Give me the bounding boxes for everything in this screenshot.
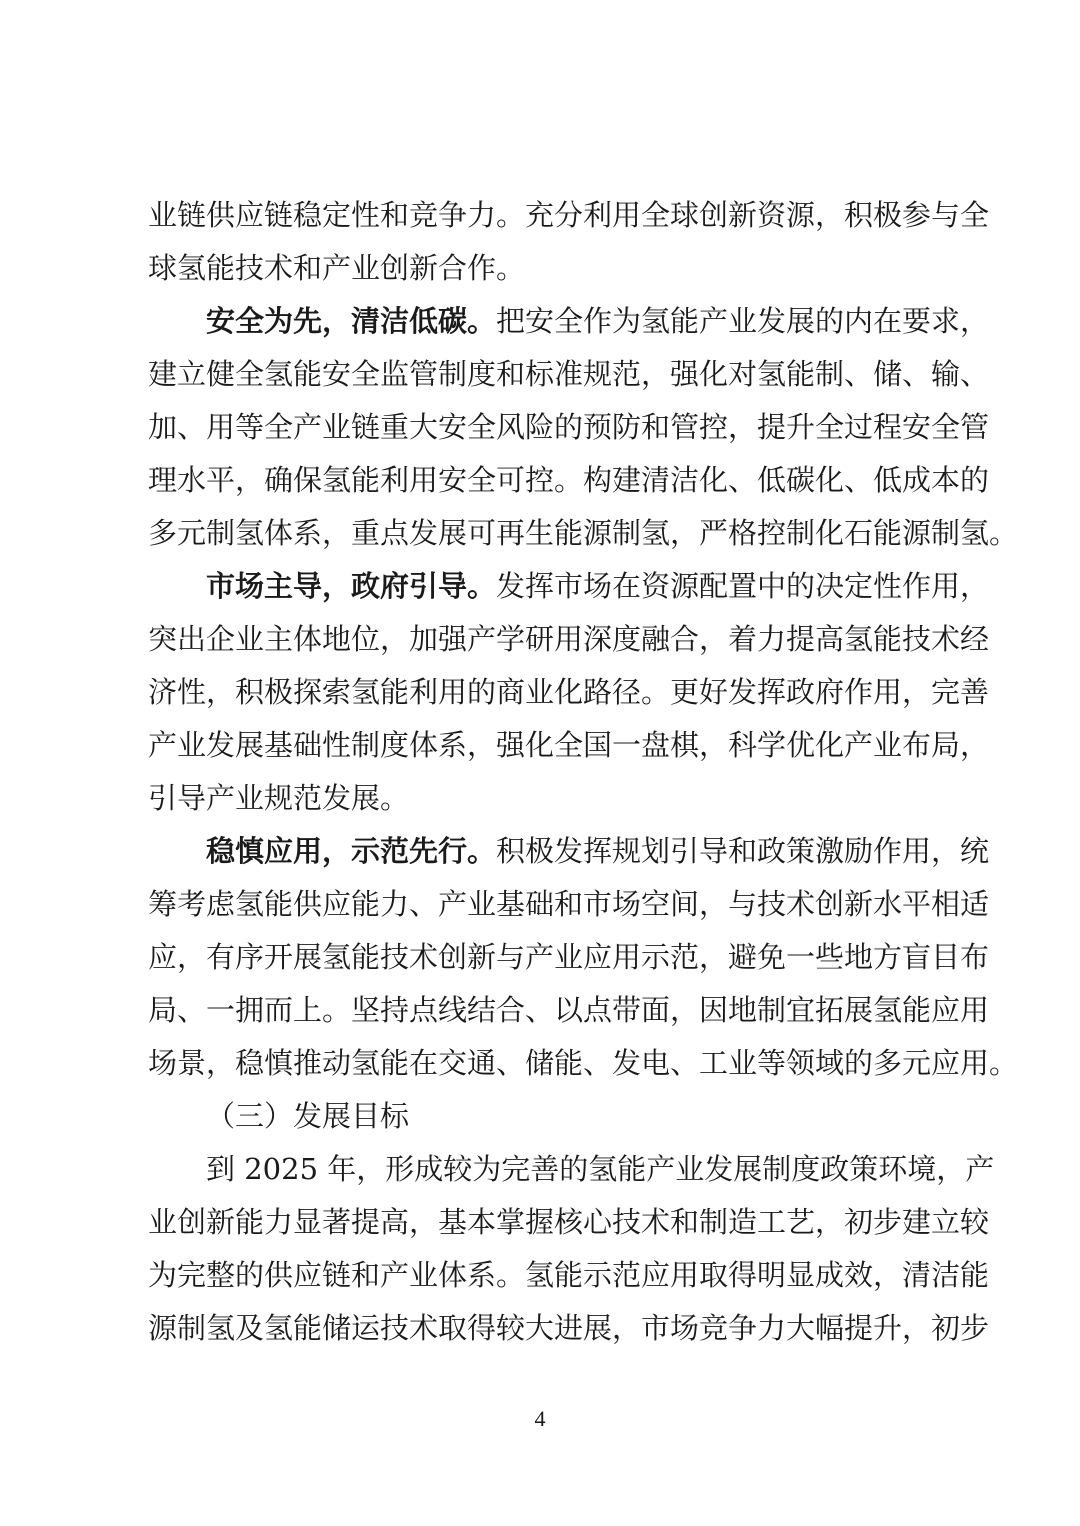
section-heading bbox=[148, 1090, 938, 1143]
text-line: 加、用等全产业链重大安全风险的预防和管控，提升全过程安全管 bbox=[148, 410, 990, 444]
paragraph-first-line bbox=[148, 295, 990, 348]
text-line: 应，有序开展氢能技术创新与产业应用示范，避免一些地方盲目布 bbox=[148, 940, 990, 974]
paragraph-heading: 安全为先，清洁低碳。 bbox=[206, 304, 497, 338]
text-line: 球氢能技术和产业创新合作。 bbox=[148, 251, 526, 285]
text-line: 建立健全氢能安全监管制度和标准规范，强化对氢能制、储、输、 bbox=[148, 357, 990, 391]
paragraph-text: 把安全作为氢能产业发展的内在要求， bbox=[496, 304, 990, 338]
text-line: 场景，稳慎推动氢能在交通、储能、发电、工业等领域的多元应用。 bbox=[148, 1046, 1019, 1080]
paragraph-first-line: 到 2025 年，形成较为完善的氢能产业发展制度政策环境，产 bbox=[206, 1152, 995, 1186]
page-number: 4 bbox=[534, 1406, 546, 1431]
text-line: 局、一拥而上。坚持点线结合、以点带面，因地制宜拓展氢能应用 bbox=[148, 993, 990, 1027]
text-line: 业链供应链稳定性和竞争力。充分利用全球创新资源，积极参与全 bbox=[148, 198, 990, 232]
paragraph-first-line bbox=[148, 825, 990, 878]
text-line: 筹考虑氢能供应能力、产业基础和市场空间，与技术创新水平相适 bbox=[148, 887, 990, 921]
section-heading-text: （三）发展目标 bbox=[206, 1099, 410, 1133]
text-line: 济性，积极探索氢能利用的商业化路径。更好发挥政府作用，完善 bbox=[148, 675, 990, 709]
paragraph-heading: 稳慎应用，示范先行。 bbox=[206, 834, 497, 868]
paragraph-text: 发挥市场在资源配置中的决定性作用， bbox=[496, 569, 990, 603]
text-line: 多元制氢体系，重点发展可再生能源制氢，严格控制化石能源制氢。 bbox=[148, 516, 1019, 550]
paragraph-text: 积极发挥规划引导和政策激励作用，统 bbox=[496, 834, 990, 868]
text-line: 突出企业主体地位，加强产学研用深度融合，着力提高氢能技术经 bbox=[148, 622, 990, 656]
paragraph-first-line bbox=[148, 560, 990, 613]
paragraph-heading: 市场主导，政府引导。 bbox=[206, 569, 497, 603]
body-text bbox=[148, 189, 1019, 1355]
text-line: 引导产业规范发展。 bbox=[148, 781, 410, 815]
text-line: 产业发展基础性制度体系，强化全国一盘棋，科学优化产业布局， bbox=[148, 728, 990, 762]
text-line: 业创新能力显著提高，基本掌握核心技术和制造工艺，初步建立较 bbox=[148, 1205, 990, 1239]
text-line: 为完整的供应链和产业体系。氢能示范应用取得明显成效，清洁能 bbox=[148, 1258, 990, 1292]
text-line: 理水平，确保氢能利用安全可控。构建清洁化、低碳化、低成本的 bbox=[148, 463, 990, 497]
text-line: 源制氢及氢能储运技术取得较大进展，市场竞争力大幅提升，初步 bbox=[148, 1311, 990, 1345]
